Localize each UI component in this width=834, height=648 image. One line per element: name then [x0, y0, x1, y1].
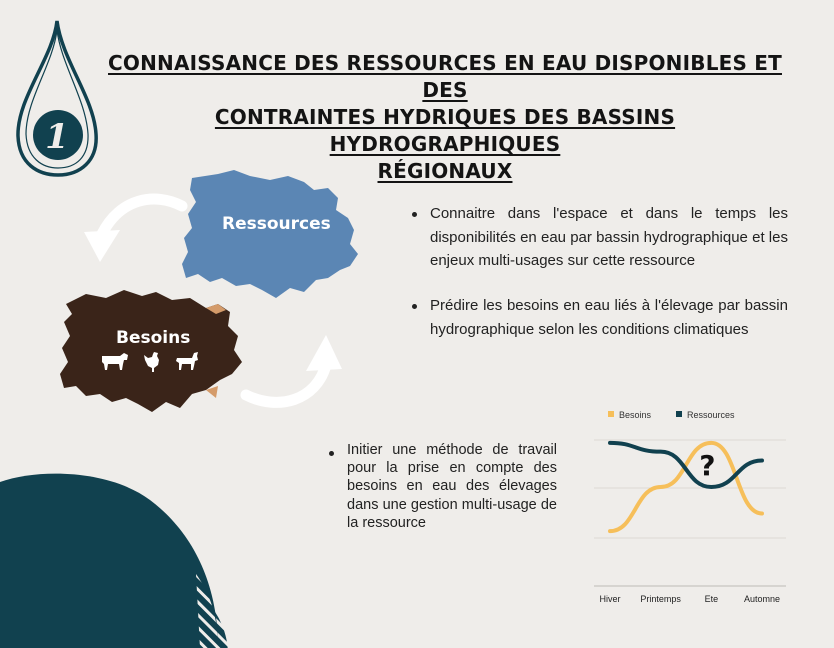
chicken-icon [142, 350, 164, 374]
cycle-arrow-top-icon [80, 190, 190, 270]
x-tick-label: Ete [704, 594, 719, 604]
water-drop-badge-icon [12, 18, 102, 178]
legend-swatch [676, 411, 682, 417]
chart-lines [610, 443, 762, 531]
besoins-map-label: Besoins [116, 328, 191, 348]
besoins-ressources-chart [580, 400, 790, 610]
chart-x-labels [599, 594, 780, 604]
x-tick-label: Automne [743, 594, 781, 604]
title-line-1: CONNAISSANCE DES RESSOURCES EN EAU DISPONIBLES ET DES [108, 51, 782, 102]
question-mark-annotation: ? [699, 448, 716, 482]
legend-label: Ressources [687, 410, 735, 420]
bullet-item: Prédire les besoins en eau liés à l'élevage par bassin hydrographique selon les conditions climatiques [410, 294, 788, 341]
chart-legend [608, 410, 735, 420]
badge-number: 1 [45, 117, 69, 157]
x-tick-label: Printemps [640, 594, 681, 604]
bullet-list-1 [410, 202, 788, 273]
cow-icon [98, 350, 130, 372]
series-line-besoins [610, 443, 762, 531]
goat-icon [174, 350, 200, 372]
bullet-item: Connaitre dans l'espace et dans le temps les disponibilités en eau par bassin hydrographique et les enjeux multi-usages sur cette ressource [410, 202, 788, 273]
bullet-list-2 [410, 294, 788, 341]
bullet-list-3 [327, 441, 557, 532]
cycle-arrow-bottom-icon [238, 325, 348, 415]
legend-label: Besoins [619, 410, 652, 420]
title-line-2: CONTRAINTES HYDRIQUES DES BASSINS HYDROGRAPHIQUES [214, 105, 676, 156]
title-line-3: RÉGIONAUX [377, 159, 513, 183]
x-tick-label: Hiver [599, 594, 621, 604]
ressources-map-label: Ressources [222, 214, 331, 234]
page-title [100, 50, 790, 185]
legend-swatch [608, 411, 614, 417]
decorative-circles [0, 470, 230, 648]
bullet-item: Initier une méthode de travail pour la prise en compte des besoins en eau des élevages dans une gestion multi-usage de la ressource [327, 441, 557, 532]
